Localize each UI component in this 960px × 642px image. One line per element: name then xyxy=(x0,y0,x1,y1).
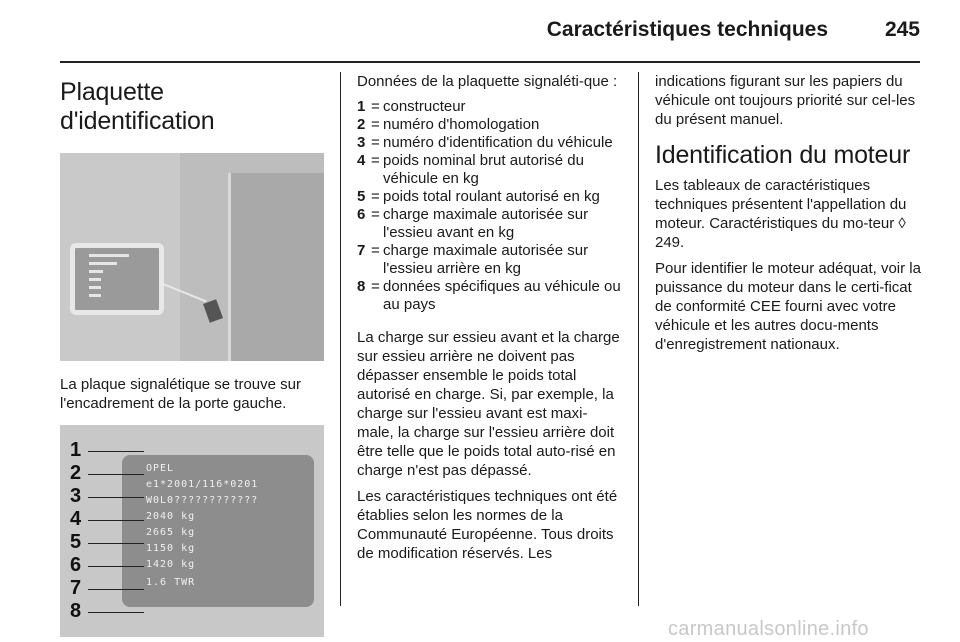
list-item-text: charge maximale autorisée sur l'essieu avant en kg xyxy=(383,206,589,241)
plate-data-list xyxy=(357,98,622,314)
list-item-text: numéro d'homologation xyxy=(383,116,540,133)
plate-number-label: 4 xyxy=(70,508,82,530)
plate-number-label: 1 xyxy=(70,439,82,461)
list-item xyxy=(357,278,622,314)
list-item-text: données spécifiques au véhicule ou au pays xyxy=(383,278,621,313)
list-item xyxy=(357,134,622,152)
list-item xyxy=(357,206,622,242)
axle-load-paragraph: La charge sur essieu avant et la charge sur essieu arrière ne doivent pas dépasser ensemble le poids total autorisé en charge. Si, par exemple, la charge sur l'essieu avant est maxi-male, la charge sur l'essieu arrière doit être telle que le poids total auto-risé en charge n'est pas dépassé. xyxy=(357,329,620,479)
list-item xyxy=(357,98,622,116)
list-item-equals: = xyxy=(371,116,380,133)
plate-data-intro: Données de la plaquette signaléti-que : xyxy=(357,73,618,90)
column-3 xyxy=(655,72,921,361)
plate-text-line: e1*2001/116*0201 xyxy=(146,479,259,490)
standards-paragraph: Les caractéristiques techniques ont été établies selon les normes de la Communauté Européenne. Tous droits de modification réservés. Les xyxy=(357,488,618,562)
engine-identify-paragraph: Pour identifier le moteur adéquat, voir la puissance du moteur dans le certi-ficat de conformité CEE fourni avec votre véhicule et les autres docu-ments d'enregistrement nationaux. xyxy=(655,260,921,353)
watermark: carmanualsonline.info xyxy=(668,618,869,640)
header-rule xyxy=(60,61,920,63)
plate-location-caption: La plaque signalétique se trouve sur l'encadrement de la porte gauche. xyxy=(60,376,301,412)
page-number: 245 xyxy=(884,18,920,41)
plate-number-label: 6 xyxy=(70,554,82,576)
list-item-equals: = xyxy=(371,134,380,151)
plate-text-line: 1420 kg xyxy=(146,559,196,570)
list-item-equals: = xyxy=(371,98,380,115)
plate-text-line: 2040 kg xyxy=(146,511,196,522)
plate-text-line: W0L0???????????? xyxy=(146,495,259,506)
section-heading-moteur: Identification du moteur xyxy=(655,141,911,169)
list-item-number: 4 xyxy=(357,152,366,169)
list-item-number: 3 xyxy=(357,134,366,151)
list-item-number: 6 xyxy=(357,206,366,223)
column-1 xyxy=(60,72,324,637)
list-item-text: charge maximale autorisée sur l'essieu arrière en kg xyxy=(383,242,589,277)
plate-text-line: 1.6 TWR xyxy=(146,577,196,588)
list-item-number: 1 xyxy=(357,98,366,115)
list-item xyxy=(357,152,622,188)
list-item-equals: = xyxy=(371,242,380,259)
list-item xyxy=(357,116,622,134)
door-edge xyxy=(228,173,324,361)
plate-number-label: 8 xyxy=(70,600,82,622)
list-item-text: numéro d'identification du véhicule xyxy=(383,134,613,151)
priority-paragraph: indications figurant sur les papiers du véhicule ont toujours priorité sur cel-les du présent manuel. xyxy=(655,73,916,128)
plate-inset-zoom xyxy=(70,243,164,315)
identification-plate-diagram xyxy=(60,425,324,637)
column-2 xyxy=(357,72,622,570)
list-item-text: poids nominal brut autorisé du véhicule en kg xyxy=(383,152,584,187)
list-item-number: 7 xyxy=(357,242,366,259)
list-item-text: constructeur xyxy=(383,98,466,115)
list-item-text: poids total roulant autorisé en kg xyxy=(383,188,600,205)
plate-number-label: 3 xyxy=(70,485,82,507)
list-item-equals: = xyxy=(371,278,380,295)
list-item-number: 2 xyxy=(357,116,366,133)
door-frame-photo xyxy=(60,153,324,361)
column-divider-1 xyxy=(340,72,341,606)
list-item xyxy=(357,242,622,278)
column-divider-2 xyxy=(638,72,639,606)
plate-text-line: OPEL xyxy=(146,463,175,474)
list-item-equals: = xyxy=(371,188,380,205)
running-header-title: Caractéristiques techniques xyxy=(546,18,828,41)
plate-number-label: 5 xyxy=(70,531,82,553)
plate-number-label: 7 xyxy=(70,577,82,599)
list-item-number: 5 xyxy=(357,188,366,205)
section-heading-plaquette: Plaquette d'identification xyxy=(60,78,215,135)
plate-text-line: 2665 kg xyxy=(146,527,196,538)
list-item-equals: = xyxy=(371,206,380,223)
list-item xyxy=(357,188,622,206)
list-item-number: 8 xyxy=(357,278,366,295)
list-item-equals: = xyxy=(371,152,380,169)
plate-number-label: 2 xyxy=(70,462,82,484)
engine-tables-paragraph: Les tableaux de caractéristiques techniques présentent l'appellation du moteur. Caractéristiques du mo-teur ◊ 249. xyxy=(655,177,907,251)
plate-text-line: 1150 kg xyxy=(146,543,196,554)
